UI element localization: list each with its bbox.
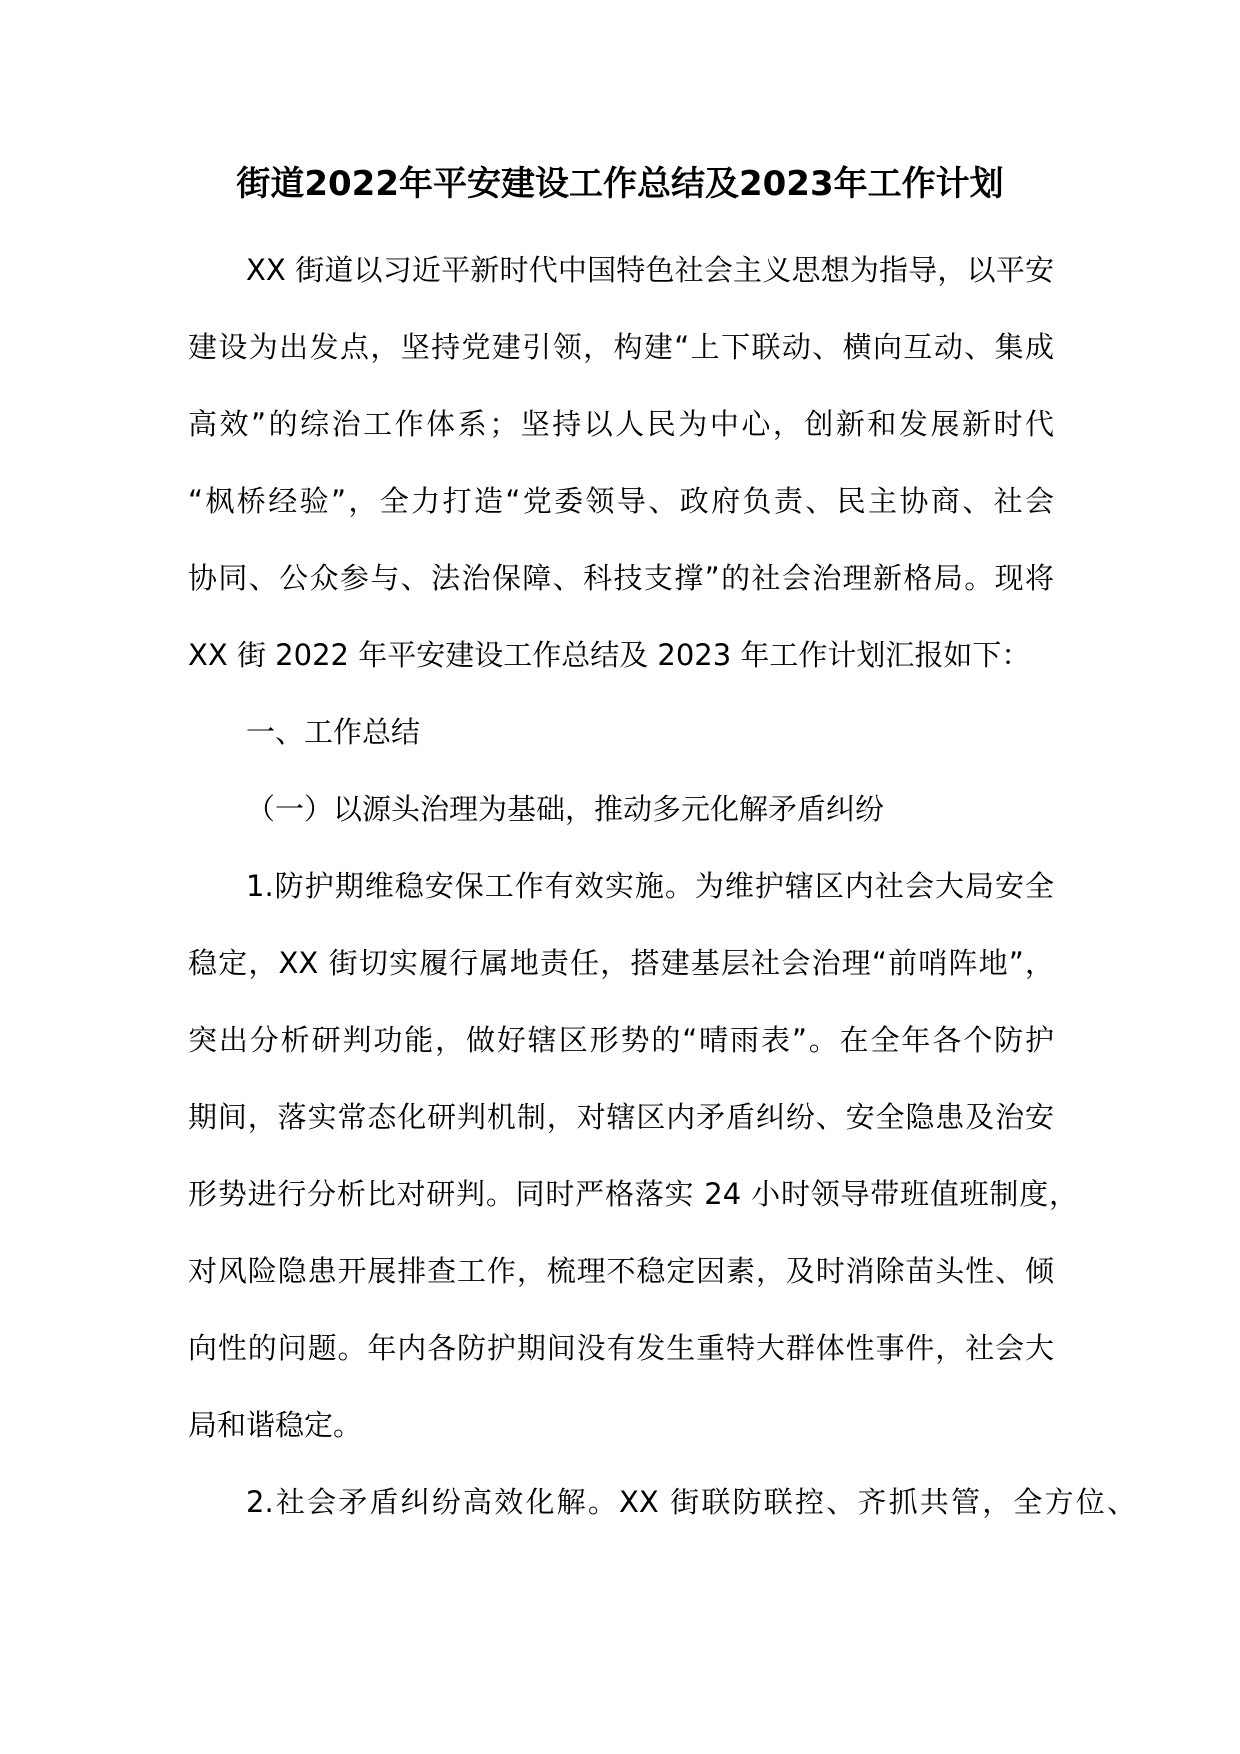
text-line: 形势进行分析比对研判。同时严格落实 24 小时领导带班值班制度， [188,1177,1078,1211]
text-line: 突出分析研判功能，做好辖区形势的“晴雨表”。在全年各个防护 [188,1023,1054,1057]
text-line: 协同、公众参与、法治保障、科技支撑”的社会治理新格局。现将 [188,561,1054,595]
text-line: 1.防护期维稳安保工作有效实施。为维护辖区内社会大局安全 [246,869,1054,903]
text-line: 对风险隐患开展排查工作，梳理不稳定因素，及时消除苗头性、倾 [188,1254,1054,1288]
text-line: 期间，落实常态化研判机制，对辖区内矛盾纠纷、安全隐患及治安 [188,1100,1054,1134]
text-line: 稳定，XX 街切实履行属地责任，搭建基层社会治理“前哨阵地”， [188,946,1054,980]
section-heading: 一、工作总结 [246,715,421,749]
text-line: 2.社会矛盾纠纷高效化解。XX 街联防联控、齐抓共管，全方位、 [246,1485,1136,1519]
document-title: 街道2022年平安建设工作总结及2023年工作计划 [236,164,1004,204]
document-body [188,232,1136,1541]
text-line: 局和谐稳定。 [188,1408,363,1442]
text-line: XX 街道以习近平新时代中国特色社会主义思想为指导，以平安 [246,253,1054,287]
text-line: “枫桥经验”，全力打造“党委领导、政府负责、民主协商、社会 [188,484,1054,518]
item-2-paragraph [188,1464,1136,1541]
text-line: XX 街 2022 年平安建设工作总结及 2023 年工作计划汇报如下： [188,638,1031,672]
text-line: 高效”的综治工作体系；坚持以人民为中心，创新和发展新时代 [188,407,1054,441]
intro-paragraph [188,232,1054,694]
text-line: 建设为出发点，坚持党建引领，构建“上下联动、横向互动、集成 [188,330,1054,364]
item-1-paragraph [188,848,1078,1464]
text-line: 向性的问题。年内各防护期间没有发生重特大群体性事件，社会大 [188,1331,1054,1365]
subsection-heading: （一）以源头治理为基础，推动多元化解矛盾纠纷 [246,792,885,826]
